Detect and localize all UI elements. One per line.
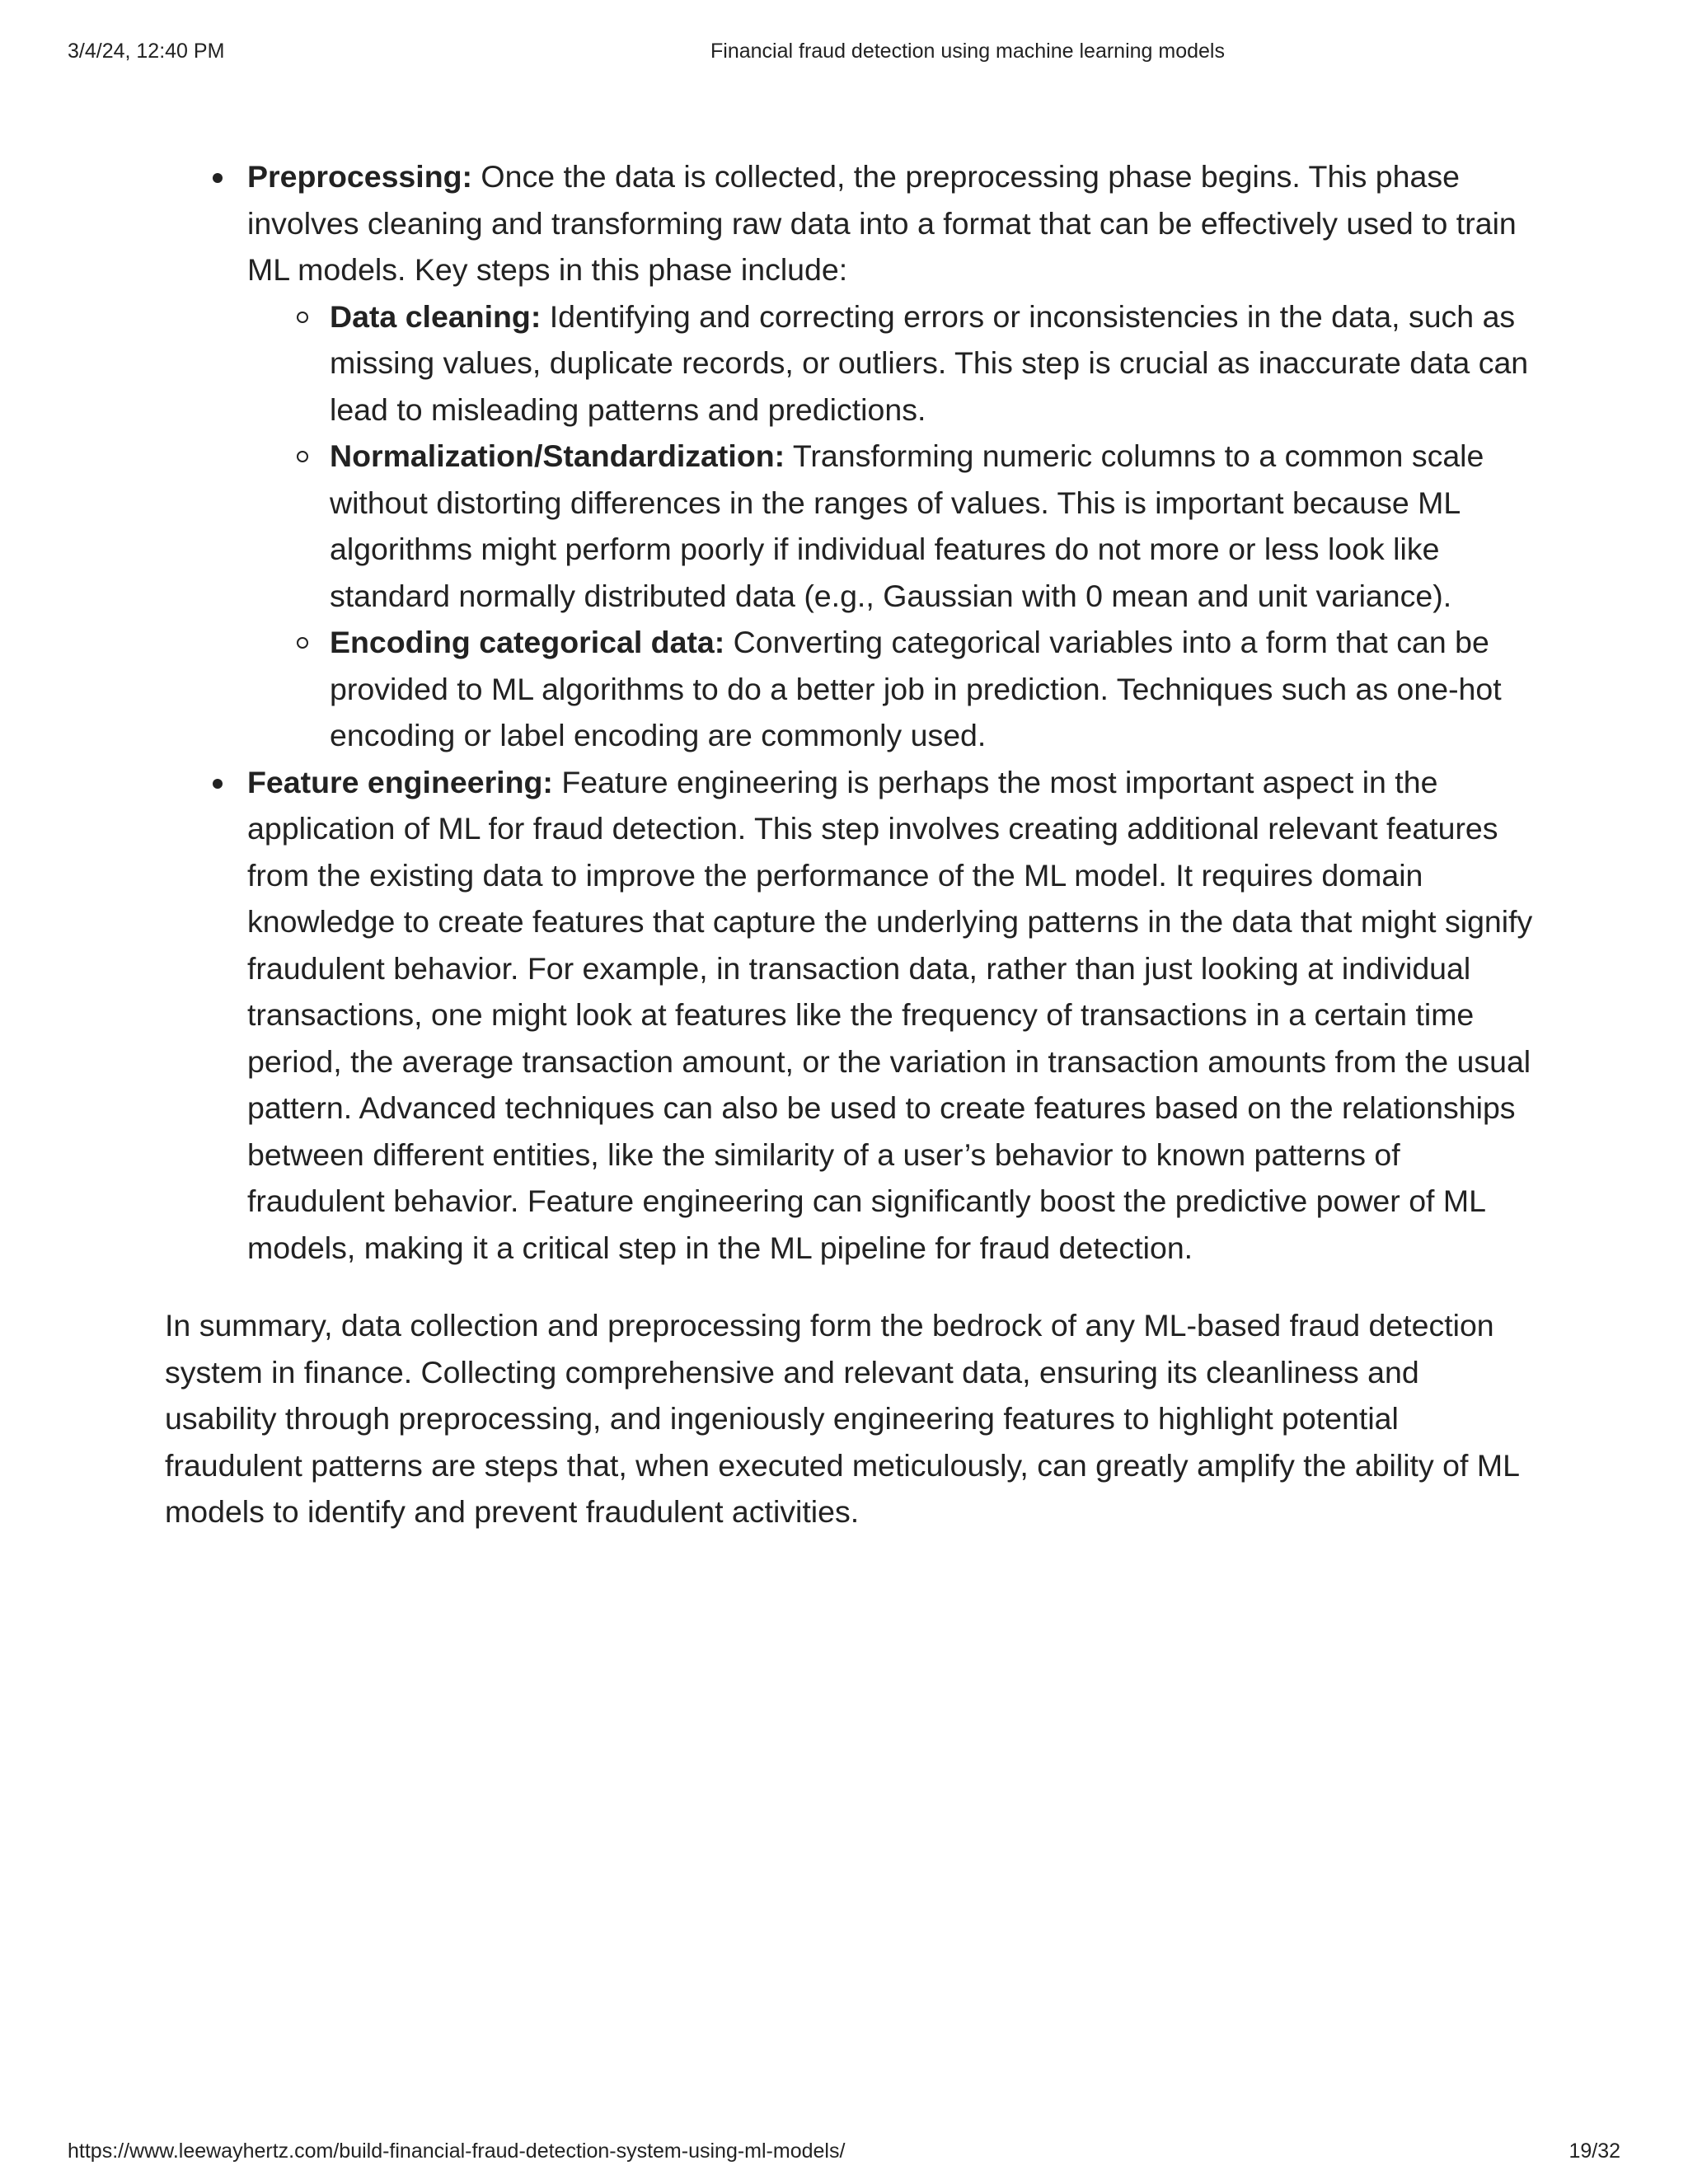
feature-engineering-text: Feature engineering is perhaps the most important aspect in the application of ML for fraud detection. This step involves creating additional relevant features from the existing data to improve the performance of the ML model. It requires domain knowledge to create features that capture the underlying patterns in the data that might signify fraudulent behavior. For example, in transaction data, rather than just looking at individual transactions, one might look at features like the frequency of transactions in a certain time period, the average transaction amount, or the variation in transaction amounts from the usual pattern. Advanced techniques can also be used to create features based on the relationships between different entities, like the similarity of a user’s behavior to known patterns of fraudulent behavior. Feature engineering can significantly boost the predictive power of ML models, making it a critical step in the ML pipeline for fraud detection. [247,764,1533,1265]
document-title: Financial fraud detection using machine learning models [710,40,1225,63]
list-item-data-cleaning [330,293,1533,434]
term-normalization: Normalization/Standardization: [330,438,785,473]
term-encoding: Encoding categorical data: [330,625,725,659]
preprocessing-steps-list [247,293,1533,759]
page-url: https://www.leewayhertz.com/build-financial-fraud-detection-system-using-ml-models/ [68,2139,846,2163]
list-item-preprocessing [247,153,1533,759]
normalization-text: Transforming numeric columns to a common scale without distorting differences in the ranges of values. This is important because ML algorithms might perform poorly if individual features do not more or less look like standard normally distributed data (e.g., Gaussian with 0 mean and unit variance). [330,438,1484,613]
print-header [0,40,1688,68]
term-data-cleaning: Data cleaning: [330,298,542,334]
data-cleaning-text: Identifying and correcting errors or inconsistencies in the data, such as missing values, duplicate records, or outliers. This step is crucial as inaccurate data can lead to misleading patterns and predictions. [330,298,1529,427]
term-preprocessing: Preprocessing: [247,159,473,194]
summary-paragraph: In summary, data collection and preprocessing form the bedrock of any ML-based fraud detection system in finance. Collecting comprehensive and relevant data, ensuring its cleanliness and usability through preprocessing, and ingeniously engineering features to highlight potential fraudulent patterns are steps that, when executed meticulously, can greatly amplify the ability of ML models to identify and prevent fraudulent activities. [165,1308,1519,1529]
preprocessing-text: Once the data is collected, the preprocessing phase begins. This phase involves cleaning and transforming raw data into a format that can be effectively used to train ML models. Key steps in this phase include: [247,159,1517,287]
list-item-normalization [330,433,1533,619]
encoding-text: Converting categorical variables into a form that can be provided to ML algorithms to do a better job in prediction. Techniques such as one-hot encoding or label encoding are commonly used. [330,625,1502,752]
article-body [165,153,1533,1535]
list-item-encoding [330,619,1533,759]
pipeline-list [165,153,1533,1271]
list-item-feature-engineering [247,759,1533,1272]
page-number: 19/32 [1568,2139,1620,2163]
print-footer [0,2139,1688,2168]
print-date: 3/4/24, 12:40 PM [68,40,225,63]
term-feature-engineering: Feature engineering: [247,764,553,799]
